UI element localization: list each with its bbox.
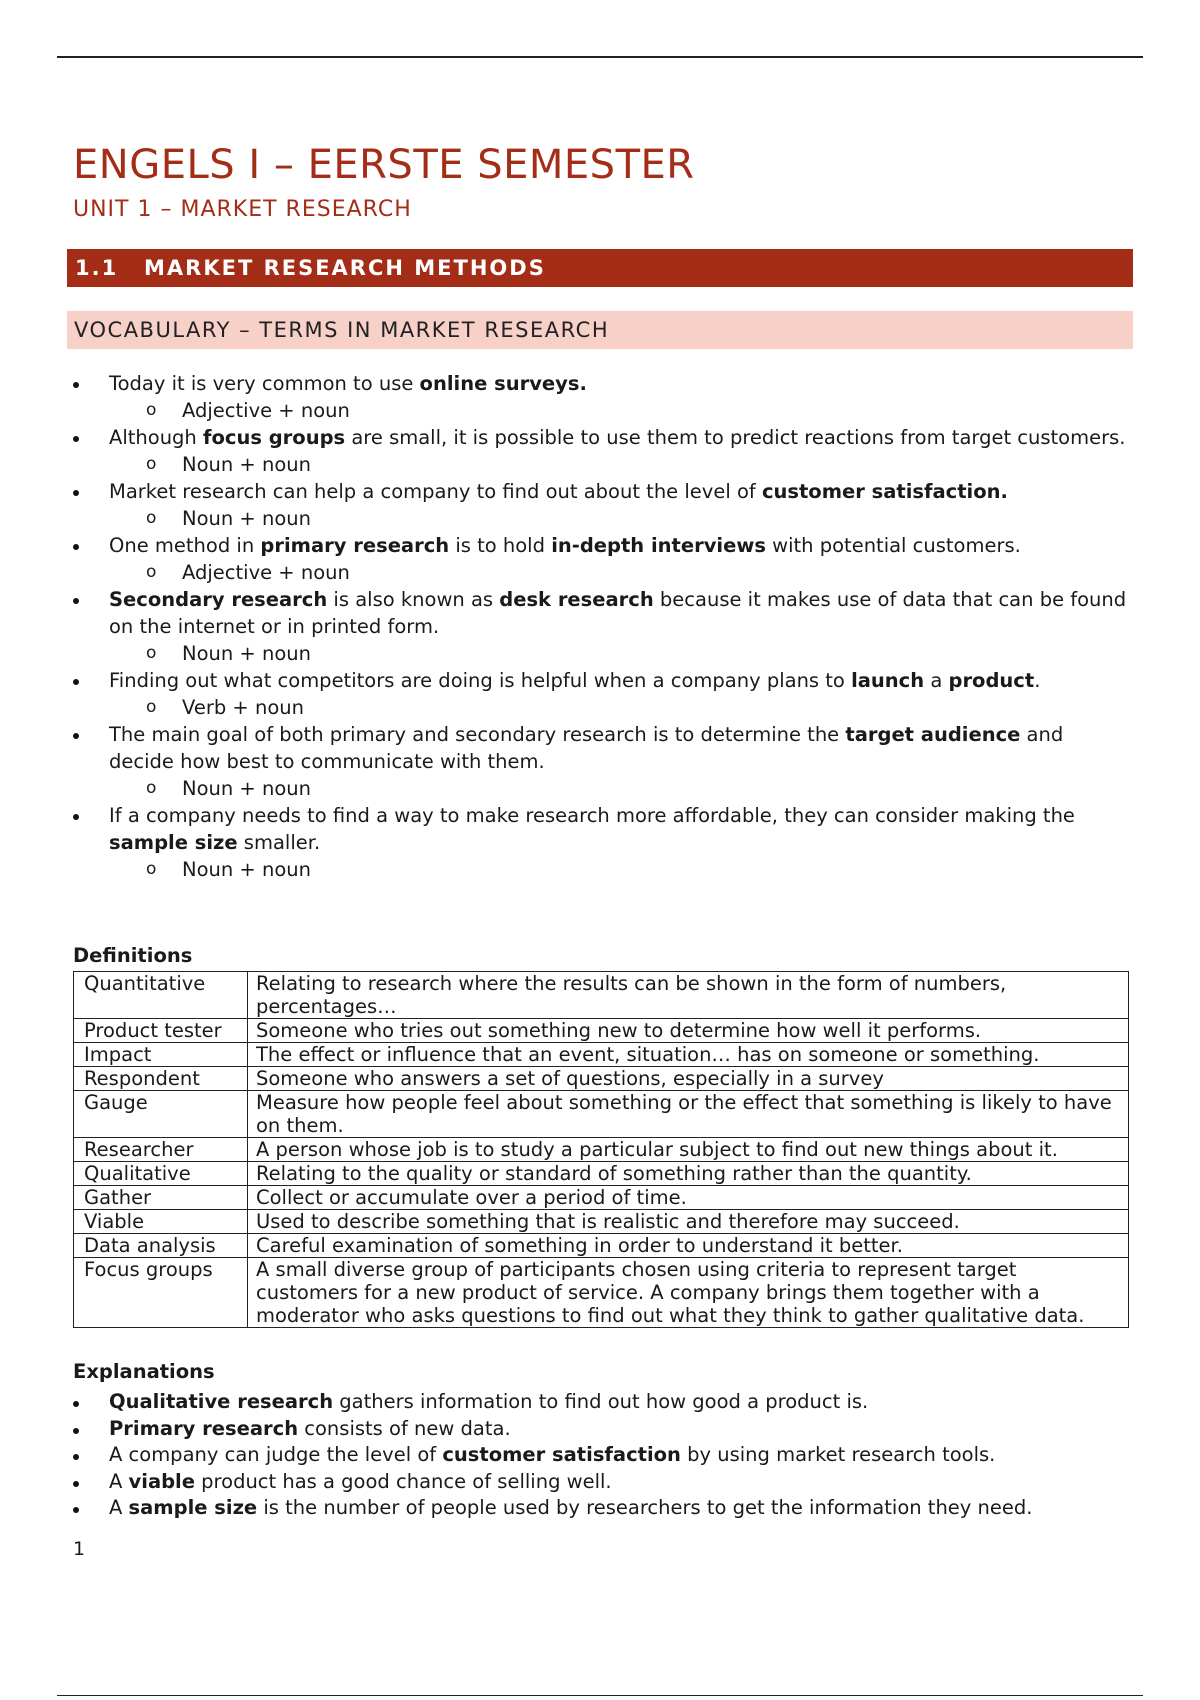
word-pattern — [73, 397, 1133, 424]
word-pattern — [73, 775, 1133, 802]
table-row — [74, 1067, 1129, 1091]
document-title: ENGELS I – EERSTE SEMESTER — [73, 142, 695, 188]
top-rule — [57, 56, 1143, 58]
text-run: Although — [109, 426, 203, 449]
text-run: Finding out what competitors are doing is helpful when a company plans to — [109, 669, 852, 692]
bullet-icon — [73, 679, 79, 685]
bullet-icon — [73, 1401, 79, 1407]
word-pattern — [73, 856, 1133, 883]
table-row — [74, 1138, 1129, 1162]
definitions-table — [73, 971, 1129, 1328]
text-run: The main goal of both primary and secondary research is to determine the — [109, 723, 846, 746]
bold-term: sample size — [109, 831, 238, 854]
sub-bullet-icon: o — [146, 508, 157, 528]
page-number: 1 — [73, 1538, 86, 1560]
term-cell: Data analysis — [74, 1234, 248, 1258]
text-run: A — [109, 1469, 129, 1493]
definition-cell: Measure how people feel about something or the effect that something is likely to have on them. — [248, 1091, 1129, 1138]
definition-cell: Relating to the quality or standard of something rather than the quantity. — [248, 1162, 1129, 1186]
text-run: One method in — [109, 534, 261, 557]
term-cell: Researcher — [74, 1138, 248, 1162]
text-run: A company can judge the level of — [109, 1443, 443, 1466]
text-run: is also known as — [327, 588, 500, 611]
text-run: and decide how best to communicate with them. — [109, 723, 1064, 773]
text-run: A — [109, 1496, 129, 1519]
bullet-icon — [73, 544, 79, 550]
sub-bullet-icon: o — [146, 400, 157, 420]
word-pattern — [73, 559, 1133, 586]
text-run: Market research can help a company to find out about the level of — [109, 480, 762, 503]
bottom-rule — [57, 1695, 1143, 1696]
list-item — [73, 424, 1133, 451]
table-row — [74, 972, 1129, 1019]
bullet-icon — [73, 1428, 79, 1434]
section-title: MARKET RESEARCH METHODS — [144, 256, 546, 280]
bold-term: customer satisfaction. — [761, 480, 1008, 503]
list-item — [73, 370, 1133, 397]
text-run: consists of new data. — [298, 1416, 511, 1440]
word-pattern-text: Noun + noun — [182, 777, 311, 800]
term-cell: Respondent — [74, 1067, 248, 1091]
term-cell: Quantitative — [74, 972, 248, 1019]
term-cell: Impact — [74, 1043, 248, 1067]
table-row — [74, 1019, 1129, 1043]
word-pattern-text: Noun + noun — [182, 642, 311, 665]
list-item — [73, 1495, 1133, 1522]
section-number: 1.1 — [75, 256, 119, 280]
bullet-icon — [73, 1454, 79, 1460]
definition-cell: A small diverse group of participants chosen using criteria to represent target customers for a new product of service. A company brings them together with a moderator who asks questions to find out what they think to gather qualitative data. — [248, 1258, 1129, 1328]
list-item — [73, 478, 1133, 505]
list-item — [73, 667, 1133, 694]
definition-cell: Someone who tries out something new to determine how well it performs. — [248, 1019, 1129, 1043]
bullet-icon — [73, 598, 79, 604]
list-item — [73, 586, 1133, 640]
bold-term: customer satisfaction — [442, 1443, 681, 1466]
bullet-icon — [73, 382, 79, 388]
unit-subtitle: UNIT 1 – MARKET RESEARCH — [73, 197, 412, 222]
bold-term: product — [948, 669, 1035, 692]
term-cell: Qualitative — [74, 1162, 248, 1186]
table-row — [74, 1210, 1129, 1234]
bullet-icon — [73, 436, 79, 442]
definition-cell: Used to describe something that is realistic and therefore may succeed. — [248, 1210, 1129, 1234]
subsection-title: VOCABULARY – TERMS IN MARKET RESEARCH — [74, 318, 610, 342]
table-row — [74, 1258, 1129, 1328]
word-pattern — [73, 451, 1133, 478]
text-run: with potential customers. — [765, 534, 1021, 557]
word-pattern — [73, 505, 1133, 532]
word-pattern-text: Noun + noun — [182, 858, 311, 881]
text-run: smaller. — [237, 831, 321, 854]
word-pattern-text: Verb + noun — [182, 696, 304, 719]
term-cell: Viable — [74, 1210, 248, 1234]
table-row — [74, 1043, 1129, 1067]
list-item — [73, 721, 1133, 775]
bullet-icon — [73, 1481, 79, 1487]
definition-cell: A person whose job is to study a particular subject to find out new things about it. — [248, 1138, 1129, 1162]
word-pattern-text: Noun + noun — [182, 507, 311, 530]
table-row — [74, 1091, 1129, 1138]
definition-cell: The effect or influence that an event, situation… has on someone or something. — [248, 1043, 1129, 1067]
explanations-label: Explanations — [73, 1360, 215, 1383]
bold-term: launch — [851, 669, 925, 692]
term-cell: Focus groups — [74, 1258, 248, 1328]
table-row — [74, 1234, 1129, 1258]
sub-bullet-icon: o — [146, 859, 157, 879]
text-run: because it makes use of data that can be found on the internet or in printed form. — [109, 588, 1127, 638]
bold-term: online surveys. — [419, 372, 587, 395]
term-cell: Gather — [74, 1186, 248, 1210]
bold-term: Primary research — [109, 1416, 299, 1440]
bullet-icon — [73, 1507, 79, 1513]
text-run: If a company needs to find a way to make research more affordable, they can consider making the — [109, 804, 1075, 827]
definition-cell: Collect or accumulate over a period of time. — [248, 1186, 1129, 1210]
bold-term: in-depth interviews — [551, 534, 766, 557]
list-item — [73, 802, 1133, 856]
text-run: gathers information to find out how good a product is. — [333, 1390, 869, 1413]
list-item — [73, 1442, 1133, 1469]
list-item — [73, 532, 1133, 559]
word-pattern — [73, 694, 1133, 721]
sub-bullet-icon: o — [146, 562, 157, 582]
bullet-icon — [73, 733, 79, 739]
section-heading — [67, 249, 1133, 287]
sub-bullet-icon: o — [146, 697, 157, 717]
definitions-label: Definitions — [73, 944, 193, 967]
explanations-list — [73, 1389, 1133, 1522]
sub-bullet-icon: o — [146, 643, 157, 663]
bold-term: target audience — [845, 723, 1021, 746]
text-run: product has a good chance of selling well. — [194, 1469, 612, 1493]
definition-cell: Someone who answers a set of questions, especially in a survey — [248, 1067, 1129, 1091]
sub-bullet-icon: o — [146, 454, 157, 474]
table-row — [74, 1162, 1129, 1186]
bullet-icon — [73, 814, 79, 820]
bold-term: Qualitative research — [109, 1390, 334, 1413]
text-run: Today it is very common to use — [109, 372, 420, 395]
word-pattern — [73, 640, 1133, 667]
text-run: is to hold — [449, 534, 552, 557]
list-item — [73, 1389, 1133, 1416]
text-run: by using market research tools. — [680, 1443, 996, 1466]
text-run: . — [1034, 669, 1041, 692]
sub-bullet-icon: o — [146, 778, 157, 798]
definition-cell: Relating to research where the results can be shown in the form of numbers, percentages… — [248, 972, 1129, 1019]
word-pattern-text: Noun + noun — [182, 453, 311, 476]
list-item — [73, 1469, 1133, 1496]
bold-term: viable — [128, 1469, 195, 1493]
word-pattern-text: Adjective + noun — [182, 399, 350, 422]
bold-term: Secondary research — [109, 588, 328, 611]
definition-cell: Careful examination of something in order to understand it better. — [248, 1234, 1129, 1258]
text-run: is the number of people used by researchers to get the information they need. — [257, 1496, 1033, 1519]
list-item — [73, 1416, 1133, 1443]
text-run: are small, it is possible to use them to predict reactions from target customers. — [345, 426, 1126, 449]
table-row — [74, 1186, 1129, 1210]
bold-term: primary research — [260, 534, 450, 557]
bold-term: sample size — [128, 1496, 258, 1519]
word-pattern-text: Adjective + noun — [182, 561, 350, 584]
subsection-heading — [67, 311, 1133, 349]
bullet-icon — [73, 490, 79, 496]
vocabulary-list — [73, 370, 1133, 883]
bold-term: focus groups — [203, 426, 346, 449]
text-run: a — [924, 669, 949, 692]
term-cell: Gauge — [74, 1091, 248, 1138]
bold-term: desk research — [499, 588, 654, 611]
term-cell: Product tester — [74, 1019, 248, 1043]
